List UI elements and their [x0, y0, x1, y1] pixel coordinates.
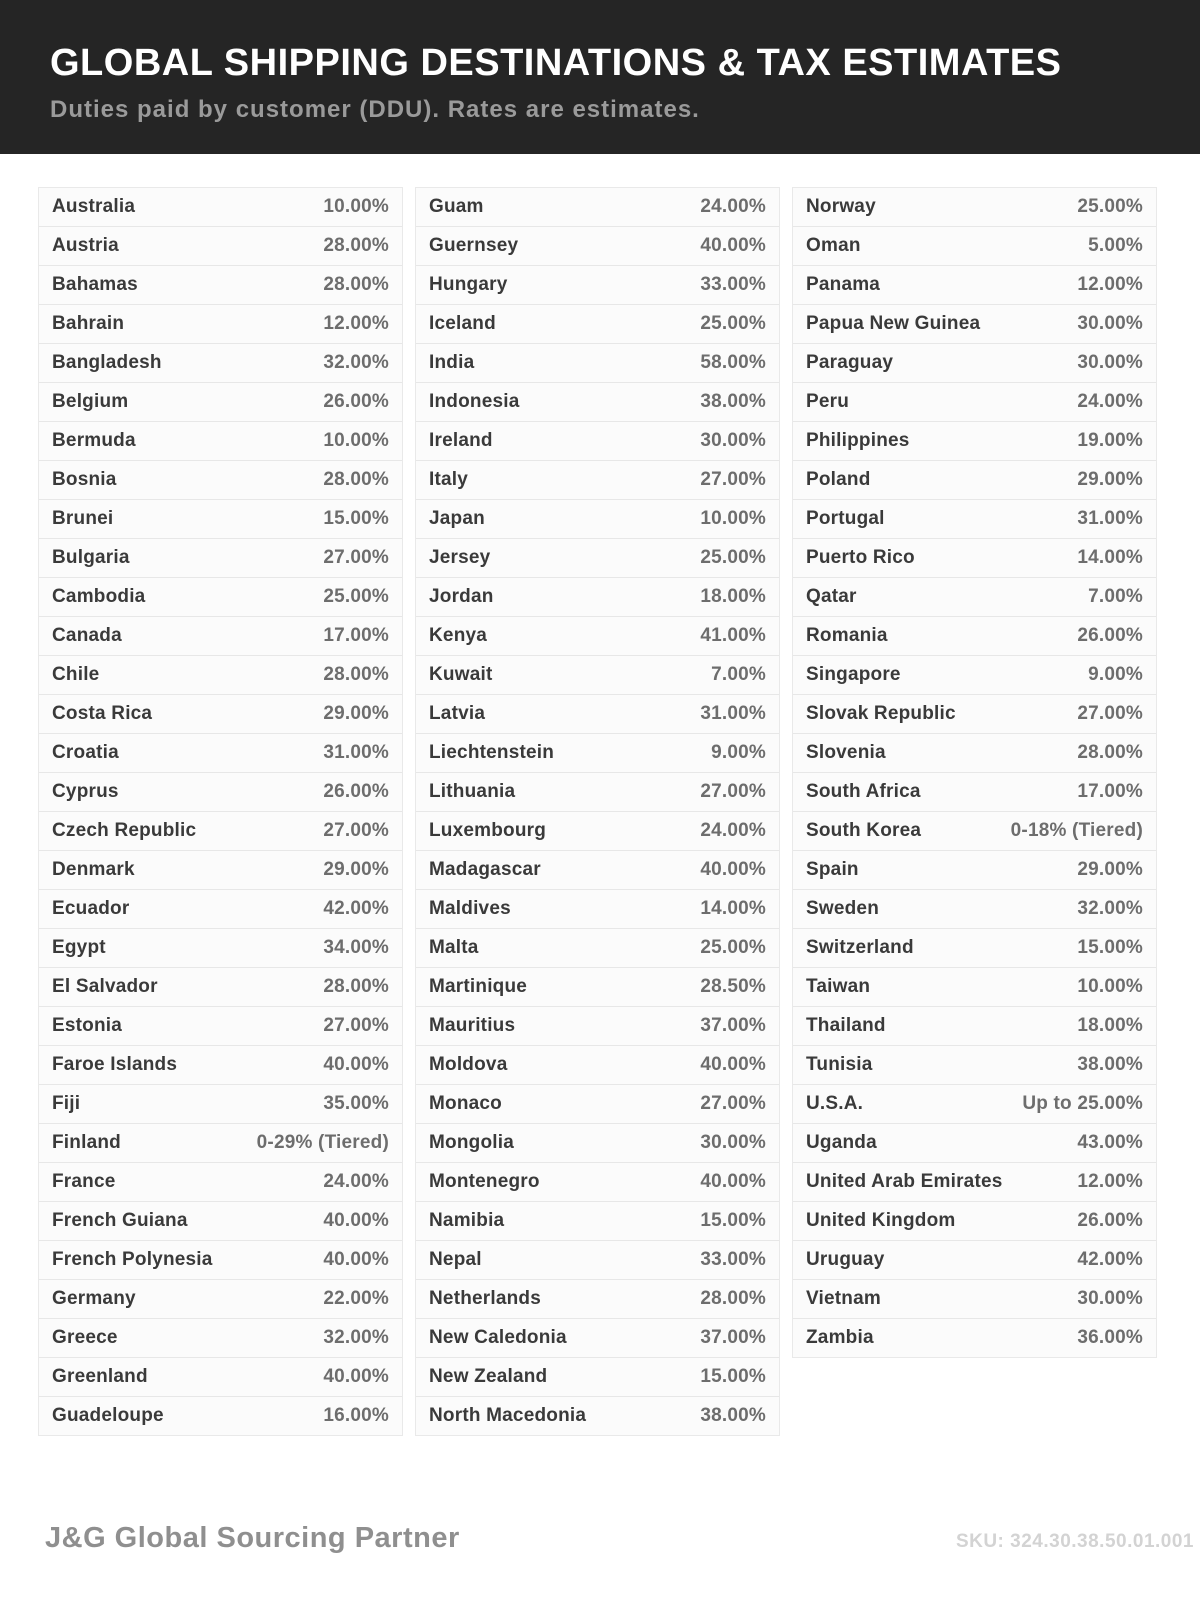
table-row	[793, 656, 1156, 695]
tax-rate: 28.00%	[323, 234, 389, 256]
country-name: Estonia	[52, 1014, 123, 1036]
tax-rate: 25.00%	[323, 585, 389, 607]
tax-rate: 34.00%	[323, 936, 389, 958]
country-name: Moldova	[429, 1053, 508, 1075]
tax-rate: 17.00%	[323, 624, 389, 646]
country-name: Kuwait	[429, 663, 493, 685]
table-row	[39, 578, 402, 617]
country-name: Greece	[52, 1326, 118, 1348]
tax-rate: 32.00%	[1077, 897, 1143, 919]
table-row	[793, 773, 1156, 812]
table-row	[39, 383, 402, 422]
tax-rate: 43.00%	[1077, 1131, 1143, 1153]
country-name: Monaco	[429, 1092, 502, 1114]
table-row	[416, 1124, 779, 1163]
table-row	[39, 1397, 402, 1435]
tax-rate: 19.00%	[1077, 429, 1143, 451]
table-row	[416, 890, 779, 929]
country-name: Faroe Islands	[52, 1053, 178, 1075]
tax-rate: 24.00%	[1077, 390, 1143, 412]
table-row	[793, 578, 1156, 617]
table-row	[416, 461, 779, 500]
country-name: Switzerland	[806, 936, 914, 958]
country-name: Indonesia	[429, 390, 520, 412]
country-name: Panama	[806, 273, 881, 295]
table-row	[39, 539, 402, 578]
country-name: Maldives	[429, 897, 511, 919]
table-row	[416, 1397, 779, 1435]
table-row	[793, 1280, 1156, 1319]
tax-rate: 40.00%	[700, 858, 766, 880]
table-row	[39, 890, 402, 929]
country-name: Papua New Guinea	[806, 312, 981, 334]
tax-rate: 9.00%	[711, 741, 766, 763]
tax-rate: 26.00%	[1077, 624, 1143, 646]
tax-rate: 27.00%	[1077, 702, 1143, 724]
country-name: Montenegro	[429, 1170, 540, 1192]
rates-table	[0, 154, 1200, 1436]
table-row	[39, 1046, 402, 1085]
table-row	[416, 539, 779, 578]
tax-rate: 12.00%	[1077, 273, 1143, 295]
country-name: Vietnam	[806, 1287, 881, 1309]
tax-rate: 38.00%	[700, 1404, 766, 1426]
tax-rate: 15.00%	[323, 507, 389, 529]
tax-rate: 27.00%	[700, 468, 766, 490]
country-name: North Macedonia	[429, 1404, 587, 1426]
table-row	[39, 1319, 402, 1358]
country-name: Poland	[806, 468, 871, 490]
country-name: Qatar	[806, 585, 857, 607]
table-row	[793, 1085, 1156, 1124]
tax-rate: 42.00%	[323, 897, 389, 919]
table-row	[416, 1046, 779, 1085]
country-name: Mauritius	[429, 1014, 516, 1036]
table-row	[39, 422, 402, 461]
tax-rate: 31.00%	[700, 702, 766, 724]
tax-rate: 26.00%	[323, 390, 389, 412]
tax-rate: 40.00%	[323, 1365, 389, 1387]
page-title: GLOBAL SHIPPING DESTINATIONS & TAX ESTIMATES	[50, 42, 1062, 84]
table-row	[793, 227, 1156, 266]
tax-rate: 7.00%	[1088, 585, 1143, 607]
table-row	[39, 773, 402, 812]
tax-rate: 36.00%	[1077, 1326, 1143, 1348]
country-name: Brunei	[52, 507, 114, 529]
country-name: New Caledonia	[429, 1326, 567, 1348]
table-row	[416, 617, 779, 656]
table-row	[793, 1202, 1156, 1241]
table-row	[416, 305, 779, 344]
country-name: Guernsey	[429, 234, 519, 256]
country-name: Ireland	[429, 429, 493, 451]
table-row	[793, 188, 1156, 227]
country-name: Lithuania	[429, 780, 516, 802]
tax-rate: 40.00%	[323, 1209, 389, 1231]
tax-rate: 30.00%	[700, 429, 766, 451]
country-name: Greenland	[52, 1365, 148, 1387]
country-name: Zambia	[806, 1326, 874, 1348]
tax-rate: 17.00%	[1077, 780, 1143, 802]
tax-rate: 40.00%	[700, 1053, 766, 1075]
country-name: Tunisia	[806, 1053, 873, 1075]
country-name: Slovak Republic	[806, 702, 956, 724]
country-name: Bahrain	[52, 312, 125, 334]
table-row	[416, 1319, 779, 1358]
tax-rate: 28.00%	[323, 975, 389, 997]
tax-rate: 26.00%	[323, 780, 389, 802]
table-row	[793, 1046, 1156, 1085]
country-name: Singapore	[806, 663, 901, 685]
country-name: Latvia	[429, 702, 486, 724]
country-name: Slovenia	[806, 741, 886, 763]
table-row	[793, 734, 1156, 773]
country-name: Bulgaria	[52, 546, 130, 568]
country-name: Cyprus	[52, 780, 119, 802]
tax-rate: 27.00%	[323, 546, 389, 568]
table-row	[793, 305, 1156, 344]
table-row	[416, 227, 779, 266]
table-row	[793, 617, 1156, 656]
table-row	[39, 968, 402, 1007]
table-row	[39, 227, 402, 266]
tax-rate: 25.00%	[700, 936, 766, 958]
tax-rate: 42.00%	[1077, 1248, 1143, 1270]
table-row	[793, 929, 1156, 968]
tax-rate: 28.00%	[323, 663, 389, 685]
country-name: Australia	[52, 195, 136, 217]
country-name: Egypt	[52, 936, 106, 958]
country-name: South Africa	[806, 780, 921, 802]
country-name: Namibia	[429, 1209, 505, 1231]
country-name: Thailand	[806, 1014, 886, 1036]
country-name: India	[429, 351, 475, 373]
tax-rate: 32.00%	[323, 1326, 389, 1348]
table-row	[416, 929, 779, 968]
country-name: Romania	[806, 624, 888, 646]
tax-rate: 33.00%	[700, 1248, 766, 1270]
tax-rate: 26.00%	[1077, 1209, 1143, 1231]
table-row	[793, 266, 1156, 305]
table-row	[416, 1202, 779, 1241]
table-row	[793, 422, 1156, 461]
tax-rate: 28.00%	[323, 468, 389, 490]
country-name: Puerto Rico	[806, 546, 915, 568]
table-row	[39, 305, 402, 344]
country-name: French Guiana	[52, 1209, 188, 1231]
country-name: Paraguay	[806, 351, 894, 373]
country-name: Mongolia	[429, 1131, 514, 1153]
table-row	[416, 1007, 779, 1046]
tax-rate: 25.00%	[700, 546, 766, 568]
table-row	[793, 461, 1156, 500]
table-row	[416, 266, 779, 305]
table-row	[416, 734, 779, 773]
country-name: Ecuador	[52, 897, 130, 919]
tax-rate: 18.00%	[700, 585, 766, 607]
table-row	[793, 812, 1156, 851]
tax-rate: 38.00%	[1077, 1053, 1143, 1075]
country-name: Oman	[806, 234, 861, 256]
tax-rate: 27.00%	[323, 1014, 389, 1036]
tax-rate: 18.00%	[1077, 1014, 1143, 1036]
table-row	[39, 851, 402, 890]
tax-rate: 31.00%	[323, 741, 389, 763]
country-name: Jersey	[429, 546, 491, 568]
tax-rate: 24.00%	[700, 819, 766, 841]
tax-rate: 41.00%	[700, 624, 766, 646]
tax-rate: 29.00%	[1077, 468, 1143, 490]
tax-rate: 29.00%	[323, 858, 389, 880]
tax-rate: 29.00%	[323, 702, 389, 724]
country-name: Hungary	[429, 273, 508, 295]
country-name: United Kingdom	[806, 1209, 956, 1231]
country-name: French Polynesia	[52, 1248, 213, 1270]
country-name: Czech Republic	[52, 819, 197, 841]
tax-rate: 40.00%	[700, 1170, 766, 1192]
country-name: El Salvador	[52, 975, 158, 997]
table-row	[416, 1163, 779, 1202]
table-row	[793, 1241, 1156, 1280]
table-row	[416, 773, 779, 812]
tax-rate: 10.00%	[700, 507, 766, 529]
country-name: Canada	[52, 624, 122, 646]
country-name: Costa Rica	[52, 702, 153, 724]
table-row	[39, 1241, 402, 1280]
country-name: Bosnia	[52, 468, 117, 490]
table-row	[793, 1163, 1156, 1202]
tax-rate: 5.00%	[1088, 234, 1143, 256]
country-name: Malta	[429, 936, 479, 958]
country-name: Kenya	[429, 624, 488, 646]
tax-rate: 15.00%	[700, 1209, 766, 1231]
table-row	[39, 734, 402, 773]
tax-rate: 37.00%	[700, 1014, 766, 1036]
table-row	[416, 188, 779, 227]
tax-rate: 40.00%	[323, 1053, 389, 1075]
tax-rate: 38.00%	[700, 390, 766, 412]
table-row	[793, 344, 1156, 383]
table-row	[39, 461, 402, 500]
country-name: Spain	[806, 858, 859, 880]
table-row	[416, 695, 779, 734]
table-row	[39, 929, 402, 968]
tax-rate: 16.00%	[323, 1404, 389, 1426]
tax-rate: 31.00%	[1077, 507, 1143, 529]
table-row	[793, 968, 1156, 1007]
rates-column-2	[415, 187, 780, 1436]
country-name: Netherlands	[429, 1287, 542, 1309]
table-row	[39, 266, 402, 305]
country-name: Jordan	[429, 585, 494, 607]
country-name: Finland	[52, 1131, 121, 1153]
table-row	[39, 500, 402, 539]
table-row	[39, 1163, 402, 1202]
table-row	[39, 656, 402, 695]
country-name: Cambodia	[52, 585, 146, 607]
table-row	[793, 695, 1156, 734]
tax-rate: 28.00%	[1077, 741, 1143, 763]
table-row	[39, 812, 402, 851]
table-row	[416, 1280, 779, 1319]
table-row	[416, 1358, 779, 1397]
country-name: Bermuda	[52, 429, 136, 451]
tax-rate: 24.00%	[323, 1170, 389, 1192]
tax-rate: 14.00%	[1077, 546, 1143, 568]
country-name: Bangladesh	[52, 351, 162, 373]
tax-rate: 7.00%	[711, 663, 766, 685]
country-name: New Zealand	[429, 1365, 548, 1387]
country-name: Italy	[429, 468, 469, 490]
tax-rate: 29.00%	[1077, 858, 1143, 880]
table-row	[793, 1007, 1156, 1046]
tax-rate: 28.50%	[700, 975, 766, 997]
country-name: Peru	[806, 390, 850, 412]
table-row	[39, 1358, 402, 1397]
table-row	[416, 968, 779, 1007]
country-name: Denmark	[52, 858, 135, 880]
country-name: Portugal	[806, 507, 885, 529]
country-name: Nepal	[429, 1248, 482, 1270]
tax-rate: 24.00%	[700, 195, 766, 217]
country-name: Madagascar	[429, 858, 541, 880]
table-row	[39, 617, 402, 656]
table-row	[39, 1007, 402, 1046]
sku-label: SKU: 324.30.38.50.01.001	[955, 1531, 1194, 1552]
country-name: Norway	[806, 195, 876, 217]
country-name: Uruguay	[806, 1248, 885, 1270]
tax-rate: 30.00%	[1077, 351, 1143, 373]
tax-rate: 0-29% (Tiered)	[256, 1131, 389, 1153]
tax-rate: 58.00%	[700, 351, 766, 373]
table-row	[416, 422, 779, 461]
tax-rate: 28.00%	[700, 1287, 766, 1309]
country-name: Philippines	[806, 429, 910, 451]
tax-rate: 30.00%	[1077, 312, 1143, 334]
table-row	[39, 1085, 402, 1124]
country-name: Croatia	[52, 741, 119, 763]
country-name: Taiwan	[806, 975, 871, 997]
table-row	[416, 500, 779, 539]
table-row	[793, 1124, 1156, 1163]
country-name: Uganda	[806, 1131, 877, 1153]
table-row	[39, 1280, 402, 1319]
country-name: Liechtenstein	[429, 741, 555, 763]
tax-rate: 25.00%	[700, 312, 766, 334]
rates-column-3	[792, 187, 1157, 1358]
tax-rate: 25.00%	[1077, 195, 1143, 217]
table-row	[416, 383, 779, 422]
tax-rate: 9.00%	[1088, 663, 1143, 685]
country-name: Luxembourg	[429, 819, 547, 841]
tax-rate: 10.00%	[323, 195, 389, 217]
tax-rate: 15.00%	[1077, 936, 1143, 958]
rates-column-1	[38, 187, 403, 1436]
table-row	[793, 539, 1156, 578]
tax-rate: 27.00%	[700, 780, 766, 802]
table-row	[416, 656, 779, 695]
tax-rate: 0-18% (Tiered)	[1010, 819, 1143, 841]
country-name: Belgium	[52, 390, 129, 412]
table-row	[39, 344, 402, 383]
country-name: Chile	[52, 663, 100, 685]
tax-rate: 37.00%	[700, 1326, 766, 1348]
tax-rate: 35.00%	[323, 1092, 389, 1114]
country-name: Sweden	[806, 897, 879, 919]
tax-rate: 32.00%	[323, 351, 389, 373]
table-row	[416, 1241, 779, 1280]
country-name: Germany	[52, 1287, 136, 1309]
tax-rate: 40.00%	[323, 1248, 389, 1270]
tax-rate: 12.00%	[1077, 1170, 1143, 1192]
tax-rate: 14.00%	[700, 897, 766, 919]
tax-rate: 30.00%	[700, 1131, 766, 1153]
table-row	[416, 812, 779, 851]
tax-rate: 28.00%	[323, 273, 389, 295]
tax-rate: 10.00%	[323, 429, 389, 451]
tax-rate: 33.00%	[700, 273, 766, 295]
table-row	[416, 344, 779, 383]
table-row	[793, 1319, 1156, 1357]
page-subtitle: Duties paid by customer (DDU). Rates are estimates.	[50, 95, 700, 123]
country-name: Japan	[429, 507, 485, 529]
brand-name: J&G Global Sourcing Partner	[45, 1522, 460, 1554]
country-name: U.S.A.	[806, 1092, 864, 1114]
table-row	[793, 500, 1156, 539]
country-name: Iceland	[429, 312, 496, 334]
table-row	[39, 695, 402, 734]
tax-rate: 15.00%	[700, 1365, 766, 1387]
country-name: South Korea	[806, 819, 922, 841]
table-row	[39, 1124, 402, 1163]
header-banner	[0, 0, 1200, 154]
table-row	[416, 851, 779, 890]
country-name: Martinique	[429, 975, 528, 997]
tax-rate: 30.00%	[1077, 1287, 1143, 1309]
tax-rate: Up to 25.00%	[1022, 1092, 1143, 1114]
table-row	[416, 1085, 779, 1124]
table-row	[793, 890, 1156, 929]
tax-rate: 27.00%	[700, 1092, 766, 1114]
table-row	[793, 851, 1156, 890]
table-row	[39, 188, 402, 227]
country-name: Austria	[52, 234, 119, 256]
country-name: Guam	[429, 195, 484, 217]
country-name: Fiji	[52, 1092, 81, 1114]
tax-rate: 40.00%	[700, 234, 766, 256]
table-row	[793, 383, 1156, 422]
table-row	[416, 578, 779, 617]
country-name: Bahamas	[52, 273, 138, 295]
country-name: France	[52, 1170, 116, 1192]
footer	[45, 1522, 1194, 1555]
country-name: United Arab Emirates	[806, 1170, 1003, 1192]
tax-rate: 10.00%	[1077, 975, 1143, 997]
country-name: Guadeloupe	[52, 1404, 164, 1426]
tax-rate: 12.00%	[323, 312, 389, 334]
tax-rate: 22.00%	[323, 1287, 389, 1309]
tax-rate: 27.00%	[323, 819, 389, 841]
table-row	[39, 1202, 402, 1241]
